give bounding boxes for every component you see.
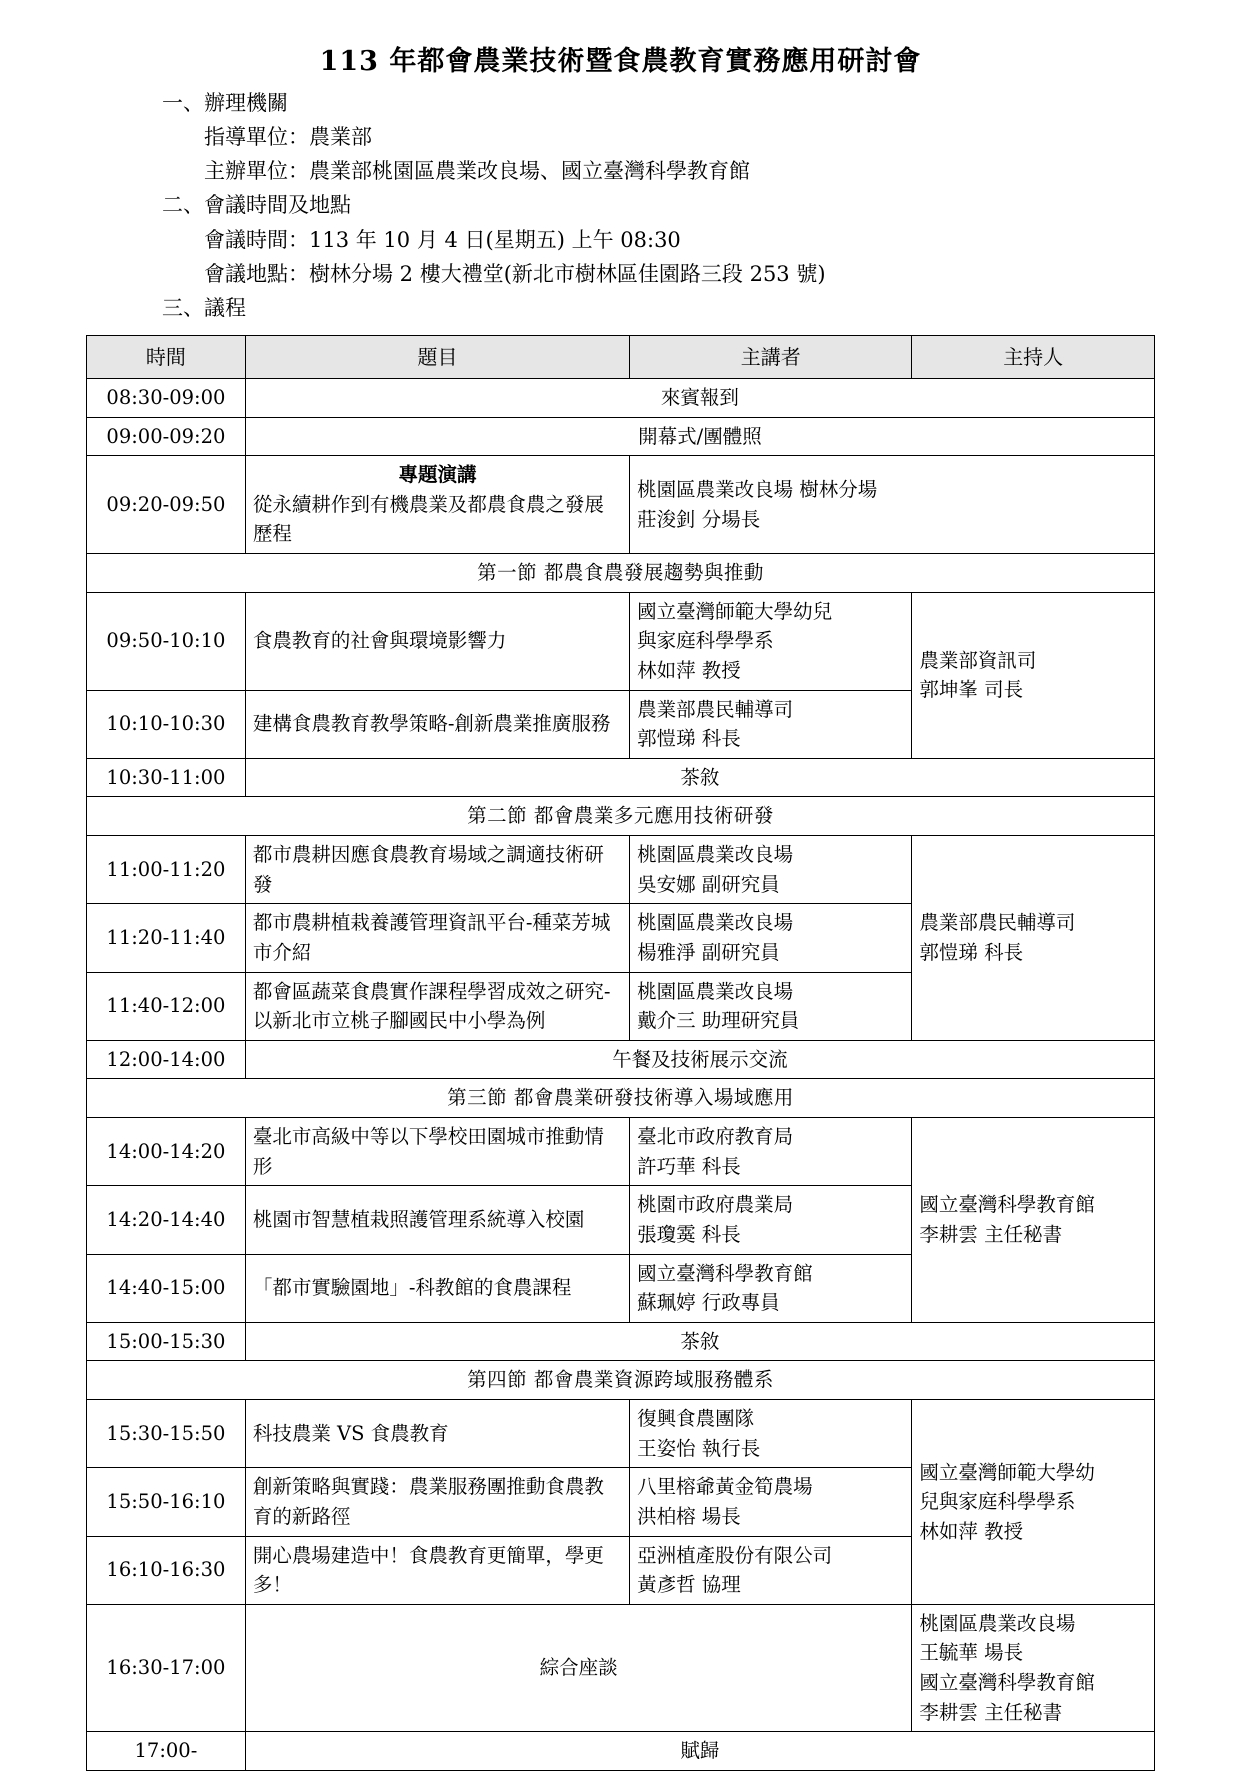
speaker-org: 桃園區農業改良場 樹林分場 xyxy=(637,478,878,501)
preamble-outline xyxy=(86,86,1155,324)
cell-topic: 食農教育的社會與環境影響力 xyxy=(245,592,629,690)
cell-time: 14:00-14:20 xyxy=(87,1118,246,1186)
cell-time: 17:00- xyxy=(87,1732,246,1771)
table-row xyxy=(87,456,1155,554)
table-row xyxy=(87,758,1155,797)
cell-time: 16:30-17:00 xyxy=(87,1604,246,1732)
cell-time: 12:00-14:00 xyxy=(87,1040,246,1079)
cell-speaker xyxy=(630,1400,912,1468)
cell-full-span: 賦歸 xyxy=(245,1732,1154,1771)
cell-speaker xyxy=(630,1186,912,1254)
table-row xyxy=(87,1040,1155,1079)
cell-topic xyxy=(245,456,629,554)
cell-topic: 桃園市智慧植栽照護管理系統導入校園 xyxy=(245,1186,629,1254)
host-name: 林如萍 教授 xyxy=(919,1519,1024,1543)
column-header-time: 時間 xyxy=(87,335,246,378)
column-header-speaker: 主講者 xyxy=(630,335,912,378)
table-section-row xyxy=(87,554,1155,593)
topic-keynote-label: 專題演講 xyxy=(398,463,477,487)
cell-topic: 都會區蔬菜食農實作課程學習成效之研究-以新北市立桃子腳國民中小學為例 xyxy=(245,972,629,1040)
speaker-name: 郭愷珶 科長 xyxy=(637,727,741,751)
cell-time: 11:00-11:20 xyxy=(87,836,246,904)
speaker-org: 八里榕爺黃金筍農場 xyxy=(637,1475,813,1499)
host-name: 郭坤峯 司長 xyxy=(919,678,1024,702)
section-heading-3: 第三節 都會農業研發技術導入場域應用 xyxy=(87,1079,1155,1118)
cell-host xyxy=(912,592,1155,758)
table-row xyxy=(87,1732,1155,1771)
speaker-name: 洪柏榕 場長 xyxy=(637,1504,741,1528)
host-name-2: 李耕雲 主任秘書 xyxy=(919,1700,1063,1724)
cell-topic: 臺北市高級中等以下學校田園城市推動情形 xyxy=(245,1118,629,1186)
speaker-org: 國立臺灣師範大學幼兒 xyxy=(637,599,833,623)
cell-full-span: 綜合座談 xyxy=(245,1604,912,1732)
cell-speaker xyxy=(630,972,912,1040)
speaker-name: 王姿怡 執行長 xyxy=(637,1436,761,1460)
table-row xyxy=(87,417,1155,456)
outline-meeting-time: 會議時間：113 年 10 月 4 日(星期五) 上午 08:30 xyxy=(204,227,681,252)
host-org: 農業部農民輔導司 xyxy=(919,911,1076,935)
cell-time: 15:50-16:10 xyxy=(87,1468,246,1536)
cell-speaker xyxy=(630,836,912,904)
cell-time: 09:20-09:50 xyxy=(87,456,246,554)
cell-host xyxy=(912,1118,1155,1323)
section-heading-4: 第四節 都會農業資源跨域服務體系 xyxy=(87,1361,1155,1400)
outline-heading-3: 三、議程 xyxy=(162,295,246,320)
cell-topic: 「都市實驗園地」-科教館的食農課程 xyxy=(245,1254,629,1322)
table-row xyxy=(87,1400,1155,1468)
table-section-row xyxy=(87,797,1155,836)
speaker-org: 農業部農民輔導司 xyxy=(637,697,794,721)
speaker-org: 桃園區農業改良場 xyxy=(637,979,794,1003)
cell-speaker xyxy=(630,1118,912,1186)
cell-time: 14:40-15:00 xyxy=(87,1254,246,1322)
cell-speaker xyxy=(630,690,912,758)
speaker-name: 許巧華 科長 xyxy=(637,1154,741,1178)
cell-full-span: 茶敘 xyxy=(245,758,1154,797)
speaker-name: 張瓊霙 科長 xyxy=(637,1222,741,1246)
host-org: 國立臺灣科學教育館 xyxy=(919,1193,1095,1217)
outline-advisory-unit: 指導單位：農業部 xyxy=(204,125,372,150)
cell-time: 15:30-15:50 xyxy=(87,1400,246,1468)
cell-speaker xyxy=(630,1536,912,1604)
speaker-org: 桃園市政府農業局 xyxy=(637,1193,794,1217)
agenda-table xyxy=(86,335,1155,1771)
cell-speaker xyxy=(630,592,912,690)
cell-time: 09:00-09:20 xyxy=(87,417,246,456)
cell-topic: 科技農業 VS 食農教育 xyxy=(245,1400,629,1468)
host-org: 農業部資訊司 xyxy=(919,648,1037,672)
cell-time: 14:20-14:40 xyxy=(87,1186,246,1254)
cell-host xyxy=(912,836,1155,1041)
cell-topic: 都市農耕植栽養護管理資訊平台-種菜芳城市介紹 xyxy=(245,904,629,972)
cell-time: 15:00-15:30 xyxy=(87,1322,246,1361)
table-row xyxy=(87,1604,1155,1732)
table-section-row xyxy=(87,1361,1155,1400)
speaker-name: 楊雅淨 副研究員 xyxy=(637,940,780,964)
cell-speaker xyxy=(630,904,912,972)
cell-speaker xyxy=(630,1254,912,1322)
section-heading-1: 第一節 都農食農發展趨勢與推動 xyxy=(87,554,1155,593)
cell-time: 16:10-16:30 xyxy=(87,1536,246,1604)
section-heading-2: 第二節 都會農業多元應用技術研發 xyxy=(87,797,1155,836)
cell-topic: 創新策略與實踐：農業服務團推動食農教育的新路徑 xyxy=(245,1468,629,1536)
speaker-org: 臺北市政府教育局 xyxy=(637,1125,794,1149)
speaker-name: 黃彥哲 協理 xyxy=(637,1573,741,1597)
table-row xyxy=(87,1118,1155,1186)
cell-time: 11:20-11:40 xyxy=(87,904,246,972)
outline-meeting-place: 會議地點：樹林分場 2 樓大禮堂(新北市樹林區佳園路三段 253 號) xyxy=(204,261,826,286)
speaker-org-cont: 與家庭科學學系 xyxy=(637,629,774,653)
cell-topic: 都市農耕因應食農教育場域之調適技術研發 xyxy=(245,836,629,904)
topic-text: 從永續耕作到有機農業及都農食農之發展歷程 xyxy=(252,492,604,546)
cell-full-span: 茶敘 xyxy=(245,1322,1154,1361)
host-org-cont: 兒與家庭科學學系 xyxy=(919,1490,1076,1514)
speaker-org: 復興食農團隊 xyxy=(637,1407,755,1431)
cell-full-span: 午餐及技術展示交流 xyxy=(245,1040,1154,1079)
cell-topic: 開心農場建造中！食農教育更簡單，學更多！ xyxy=(245,1536,629,1604)
column-header-host: 主持人 xyxy=(912,335,1155,378)
page-title: 113 年都會農業技術暨食農教育實務應用研討會 xyxy=(319,46,922,77)
speaker-name: 蘇珮婷 行政專員 xyxy=(637,1291,780,1315)
cell-time: 09:50-10:10 xyxy=(87,592,246,690)
cell-topic: 建構食農教育教學策略-創新農業推廣服務 xyxy=(245,690,629,758)
table-row xyxy=(87,1322,1155,1361)
table-header-row xyxy=(87,335,1155,378)
speaker-org: 桃園區農業改良場 xyxy=(637,843,794,867)
host-org: 桃園區農業改良場 xyxy=(919,1611,1076,1635)
cell-time: 10:10-10:30 xyxy=(87,690,246,758)
outline-heading-2: 二、會議時間及地點 xyxy=(162,193,351,218)
cell-host xyxy=(912,1400,1155,1605)
table-row xyxy=(87,378,1155,417)
host-org-2: 國立臺灣科學教育館 xyxy=(919,1671,1095,1695)
cell-speaker xyxy=(630,456,1155,554)
table-row xyxy=(87,592,1155,690)
speaker-name: 戴介三 助理研究員 xyxy=(637,1009,800,1033)
cell-time: 08:30-09:00 xyxy=(87,378,246,417)
cell-time: 10:30-11:00 xyxy=(87,758,246,797)
cell-host xyxy=(912,1604,1155,1732)
outline-heading-1: 一、辦理機關 xyxy=(162,91,288,116)
speaker-org: 亞洲植產股份有限公司 xyxy=(637,1543,833,1567)
speaker-name: 吳安娜 副研究員 xyxy=(637,872,780,896)
outline-organizing-unit: 主辦單位：農業部桃園區農業改良場、國立臺灣科學教育館 xyxy=(204,159,750,184)
speaker-org: 國立臺灣科學教育館 xyxy=(637,1261,813,1285)
table-section-row xyxy=(87,1079,1155,1118)
host-name: 李耕雲 主任秘書 xyxy=(919,1222,1063,1246)
column-header-topic: 題目 xyxy=(245,335,629,378)
cell-speaker xyxy=(630,1468,912,1536)
cell-full-span: 開幕式/團體照 xyxy=(245,417,1154,456)
cell-time: 11:40-12:00 xyxy=(87,972,246,1040)
table-row xyxy=(87,836,1155,904)
speaker-name: 林如萍 教授 xyxy=(637,658,741,682)
host-org: 國立臺灣師範大學幼 xyxy=(919,1460,1095,1484)
speaker-org: 桃園區農業改良場 xyxy=(637,911,794,935)
host-name: 王毓華 場長 xyxy=(919,1641,1024,1665)
host-name: 郭愷珶 科長 xyxy=(919,940,1024,964)
speaker-name: 莊浚釗 分場長 xyxy=(637,507,761,531)
cell-full-span: 來賓報到 xyxy=(245,378,1154,417)
